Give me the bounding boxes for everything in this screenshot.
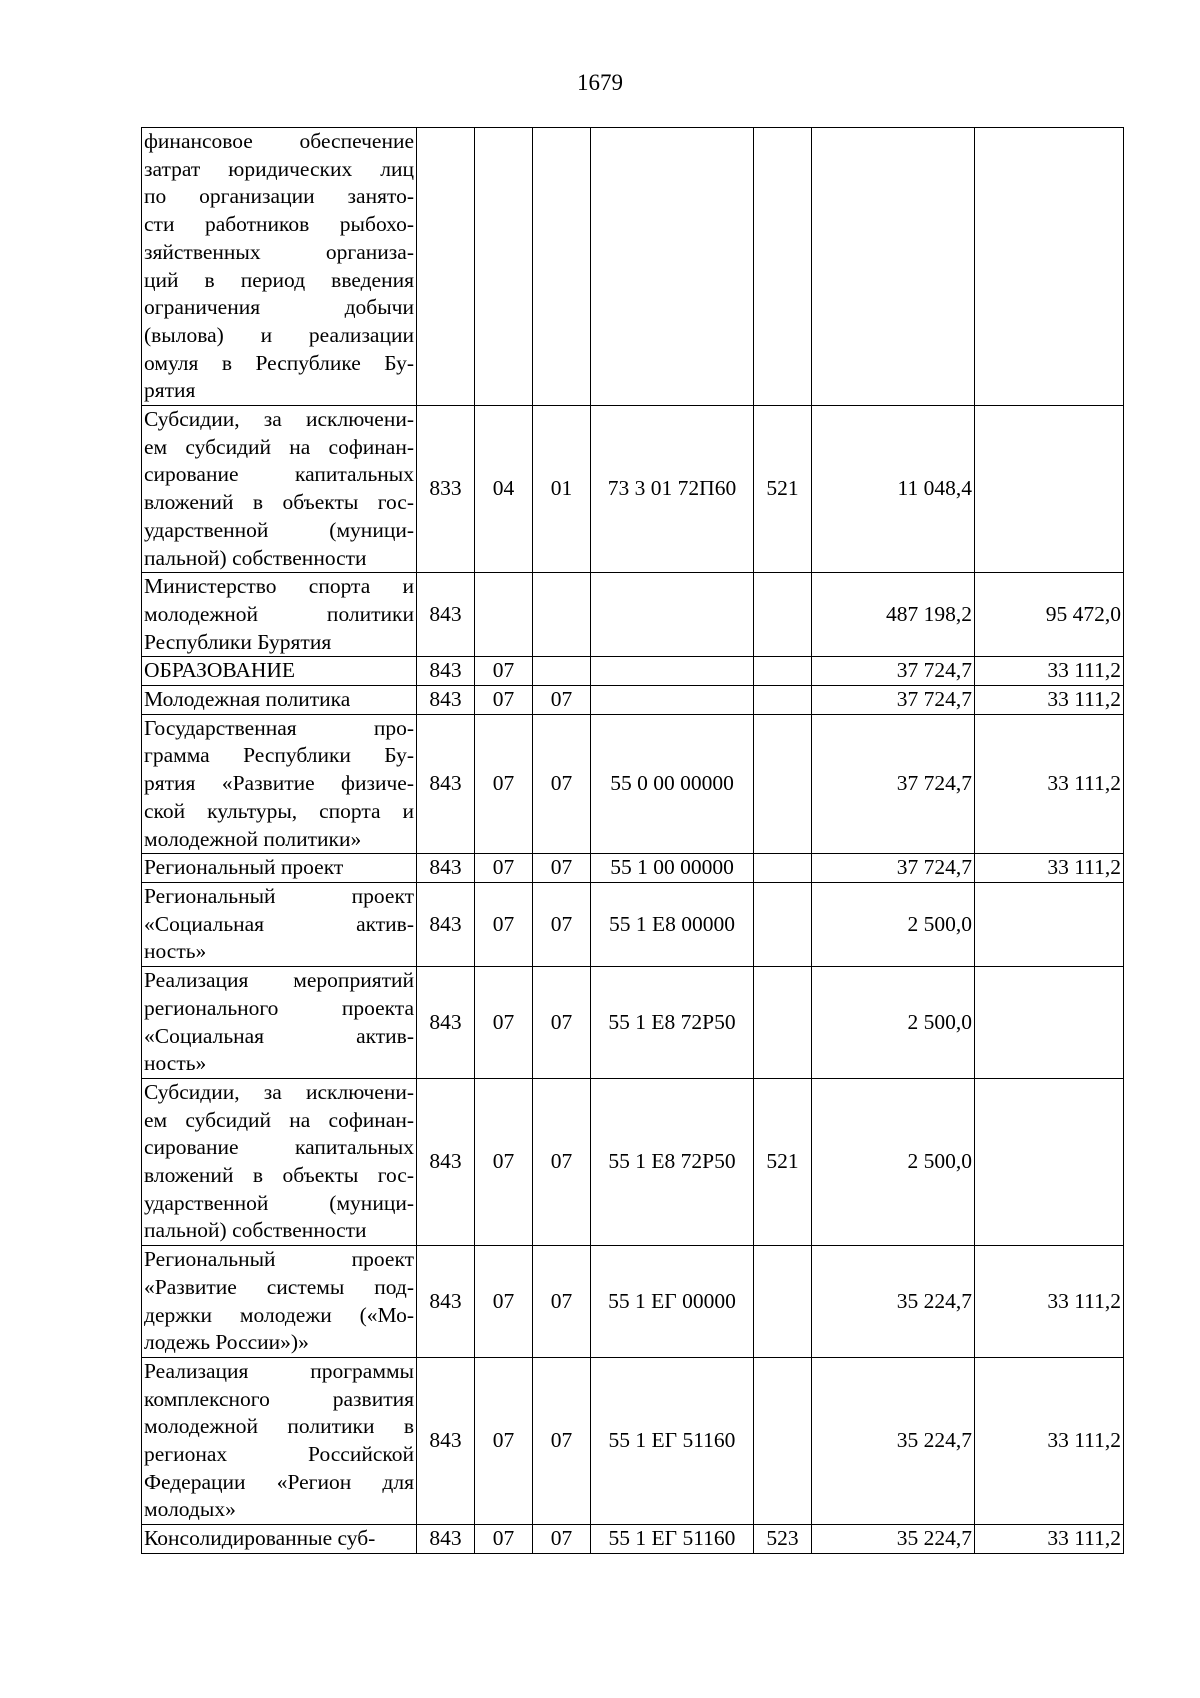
cell-expense-type: 523 — [754, 1525, 812, 1554]
table-row — [142, 686, 1124, 715]
cell-expense-type — [754, 1357, 812, 1524]
cell-name-line: молодых» — [144, 1497, 236, 1522]
cell-name-line: комплексного развития — [144, 1386, 414, 1411]
cell-name-line: молодежной политики — [144, 601, 414, 626]
cell-target-article: 55 1 Е8 72Р50 — [591, 1078, 754, 1245]
cell-name-line: «Социальная актив- — [144, 1023, 414, 1048]
cell-expense-type — [754, 1246, 812, 1358]
cell-target-article: 55 1 ЕГ 51160 — [591, 1357, 754, 1524]
cell-expense-type — [754, 128, 812, 406]
cell-target-article: 55 1 00 00000 — [591, 854, 754, 883]
cell-amount-2: 33 111,2 — [975, 657, 1124, 686]
cell-amount-1: 2 500,0 — [812, 1078, 975, 1245]
cell-section: 07 — [475, 854, 533, 883]
cell-expense-type — [754, 686, 812, 715]
cell-name-line: ций в период введения — [144, 267, 414, 292]
cell-amount-1: 35 224,7 — [812, 1246, 975, 1358]
cell-name-line: финансовое обеспечение — [144, 129, 414, 153]
cell-amount-1: 2 500,0 — [812, 967, 975, 1079]
cell-expense-type: 521 — [754, 1078, 812, 1245]
cell-name-line: сирование капитальных — [144, 462, 414, 487]
cell-amount-2 — [975, 406, 1124, 573]
cell-amount-1: 35 224,7 — [812, 1357, 975, 1524]
cell-name-line: Республики Бурятия — [144, 629, 332, 654]
table-row — [142, 714, 1124, 854]
cell-amount-1: 35 224,7 — [812, 1525, 975, 1554]
cell-name-line: регионах Российской — [144, 1442, 414, 1467]
cell-name-line: Министерство спорта и — [144, 574, 414, 599]
cell-name-line: Региональный проект — [144, 1247, 414, 1272]
cell-target-article — [591, 573, 754, 657]
table-row — [142, 854, 1124, 883]
cell-subsection: 07 — [533, 1525, 591, 1554]
cell-name-line: зяйственных организа- — [144, 239, 414, 264]
cell-amount-1: 2 500,0 — [812, 882, 975, 966]
cell-name-line: ность» — [144, 939, 207, 964]
cell-expense-type: 521 — [754, 406, 812, 573]
cell-name-line: Молодежная политика — [144, 687, 351, 712]
cell-section: 07 — [475, 686, 533, 715]
cell-name-line: ем субсидий на софинан- — [144, 1107, 414, 1132]
cell-section: 07 — [475, 1078, 533, 1245]
cell-name-line: держки молодежи («Мо- — [144, 1302, 414, 1327]
cell-subsection: 07 — [533, 714, 591, 854]
cell-name-line: затрат юридических лиц — [144, 156, 414, 181]
cell-name — [142, 967, 417, 1079]
table-row — [142, 1357, 1124, 1524]
cell-name-line: Государственная про- — [144, 715, 414, 740]
cell-grbs: 843 — [417, 1078, 475, 1245]
budget-table — [141, 127, 1124, 1554]
cell-amount-2 — [975, 882, 1124, 966]
cell-section: 07 — [475, 967, 533, 1079]
cell-grbs: 843 — [417, 573, 475, 657]
cell-grbs: 843 — [417, 854, 475, 883]
cell-section: 07 — [475, 657, 533, 686]
cell-grbs: 843 — [417, 967, 475, 1079]
cell-name-line: ОБРАЗОВАНИЕ — [144, 658, 296, 683]
cell-grbs: 843 — [417, 1246, 475, 1358]
cell-section: 07 — [475, 1246, 533, 1358]
table-body — [142, 128, 1124, 1554]
cell-amount-2: 95 472,0 — [975, 573, 1124, 657]
cell-section: 07 — [475, 1525, 533, 1554]
cell-amount-1: 37 724,7 — [812, 714, 975, 854]
cell-amount-2: 33 111,2 — [975, 1357, 1124, 1524]
cell-name-line: регионального проекта — [144, 995, 414, 1020]
cell-name-line: молодежной политики в — [144, 1414, 414, 1439]
cell-grbs: 843 — [417, 882, 475, 966]
page-number: 1679 — [577, 70, 623, 95]
cell-target-article: 55 1 Е8 00000 — [591, 882, 754, 966]
cell-name — [142, 1357, 417, 1524]
cell-name-line: пальной) собственности — [144, 545, 367, 570]
cell-subsection: 07 — [533, 686, 591, 715]
cell-amount-2 — [975, 1078, 1124, 1245]
cell-grbs: 843 — [417, 1525, 475, 1554]
cell-name — [142, 406, 417, 573]
cell-target-article: 55 0 00 00000 — [591, 714, 754, 854]
cell-expense-type — [754, 657, 812, 686]
cell-subsection — [533, 573, 591, 657]
cell-name-line: Субсидии, за исключени- — [144, 407, 414, 432]
cell-name-line: пальной) собственности — [144, 1218, 367, 1243]
cell-name-line: ской культуры, спорта и — [144, 798, 414, 823]
cell-section — [475, 573, 533, 657]
cell-amount-1: 11 048,4 — [812, 406, 975, 573]
cell-target-article: 55 1 Е8 72Р50 — [591, 967, 754, 1079]
cell-name — [142, 1525, 417, 1554]
cell-name — [142, 128, 417, 406]
cell-expense-type — [754, 967, 812, 1079]
cell-subsection — [533, 128, 591, 406]
cell-subsection — [533, 657, 591, 686]
cell-subsection: 07 — [533, 967, 591, 1079]
cell-grbs: 843 — [417, 1357, 475, 1524]
cell-grbs: 843 — [417, 657, 475, 686]
cell-subsection: 01 — [533, 406, 591, 573]
cell-subsection: 07 — [533, 854, 591, 883]
cell-name-line: Реализация программы — [144, 1358, 414, 1383]
cell-name — [142, 1246, 417, 1358]
cell-name-line: сирование капитальных — [144, 1135, 414, 1160]
cell-amount-1: 37 724,7 — [812, 686, 975, 715]
cell-target-article: 73 3 01 72П60 — [591, 406, 754, 573]
cell-subsection: 07 — [533, 1078, 591, 1245]
cell-expense-type — [754, 573, 812, 657]
cell-name-line: лодежь России»)» — [144, 1330, 309, 1355]
cell-grbs: 843 — [417, 714, 475, 854]
cell-name-line: рятия «Развитие физиче- — [144, 771, 414, 796]
cell-name-line: сти работников рыбохо- — [144, 212, 414, 237]
cell-subsection: 07 — [533, 1357, 591, 1524]
cell-target-article — [591, 657, 754, 686]
cell-target-article — [591, 128, 754, 406]
table-row — [142, 1525, 1124, 1554]
cell-name — [142, 854, 417, 883]
table-row — [142, 573, 1124, 657]
cell-grbs — [417, 128, 475, 406]
cell-name-line: Реализация мероприятий — [144, 968, 414, 993]
cell-section: 07 — [475, 714, 533, 854]
cell-subsection: 07 — [533, 1246, 591, 1358]
cell-amount-2: 33 111,2 — [975, 686, 1124, 715]
cell-name-line: ограничения добычи — [144, 295, 414, 320]
table-row — [142, 406, 1124, 573]
cell-name-line: грамма Республики Бу- — [144, 743, 414, 768]
cell-name-line: ность» — [144, 1051, 207, 1076]
cell-name-line: рятия — [144, 378, 196, 403]
cell-name-line: Региональный проект — [144, 883, 414, 908]
cell-amount-2: 33 111,2 — [975, 1525, 1124, 1554]
cell-grbs: 843 — [417, 686, 475, 715]
cell-expense-type — [754, 714, 812, 854]
cell-name — [142, 573, 417, 657]
cell-amount-2 — [975, 128, 1124, 406]
cell-name-line: по организации занято- — [144, 184, 414, 209]
cell-name-line: Региональный проект — [144, 855, 344, 880]
cell-name — [142, 657, 417, 686]
cell-name-line: «Развитие системы под- — [144, 1274, 414, 1299]
cell-name-line: молодежной политики» — [144, 826, 362, 851]
cell-amount-1: 487 198,2 — [812, 573, 975, 657]
cell-subsection: 07 — [533, 882, 591, 966]
cell-target-article: 55 1 ЕГ 51160 — [591, 1525, 754, 1554]
cell-name-line: вложений в объекты гос- — [144, 1163, 414, 1188]
cell-name-line: Федерации «Регион для — [144, 1469, 414, 1494]
cell-name-line: «Социальная актив- — [144, 911, 414, 936]
cell-grbs: 833 — [417, 406, 475, 573]
cell-target-article: 55 1 ЕГ 00000 — [591, 1246, 754, 1358]
cell-amount-1: 37 724,7 — [812, 854, 975, 883]
cell-name-line: ем субсидий на софинан- — [144, 434, 414, 459]
cell-name-line: ударственной (муници- — [144, 517, 414, 542]
cell-name — [142, 686, 417, 715]
cell-name-line: вложений в объекты гос- — [144, 490, 414, 515]
cell-amount-2: 33 111,2 — [975, 714, 1124, 854]
cell-name — [142, 714, 417, 854]
table-row — [142, 657, 1124, 686]
cell-expense-type — [754, 882, 812, 966]
cell-amount-1: 37 724,7 — [812, 657, 975, 686]
cell-name — [142, 1078, 417, 1245]
cell-amount-2: 33 111,2 — [975, 854, 1124, 883]
cell-section: 04 — [475, 406, 533, 573]
cell-name-line: ударственной (муници- — [144, 1190, 414, 1215]
cell-section: 07 — [475, 1357, 533, 1524]
cell-amount-1 — [812, 128, 975, 406]
table-row — [142, 882, 1124, 966]
table-row — [142, 1246, 1124, 1358]
table-row — [142, 967, 1124, 1079]
cell-name-line: (вылова) и реализации — [144, 322, 414, 347]
cell-section — [475, 128, 533, 406]
cell-name — [142, 882, 417, 966]
cell-target-article — [591, 686, 754, 715]
cell-name-line: Субсидии, за исключени- — [144, 1079, 414, 1104]
cell-expense-type — [754, 854, 812, 883]
cell-name-line: Консолидированные суб- — [144, 1526, 376, 1551]
cell-amount-2: 33 111,2 — [975, 1246, 1124, 1358]
table-row — [142, 1078, 1124, 1245]
cell-amount-2 — [975, 967, 1124, 1079]
table-row — [142, 128, 1124, 406]
cell-section: 07 — [475, 882, 533, 966]
cell-name-line: омуля в Республике Бу- — [144, 350, 414, 375]
